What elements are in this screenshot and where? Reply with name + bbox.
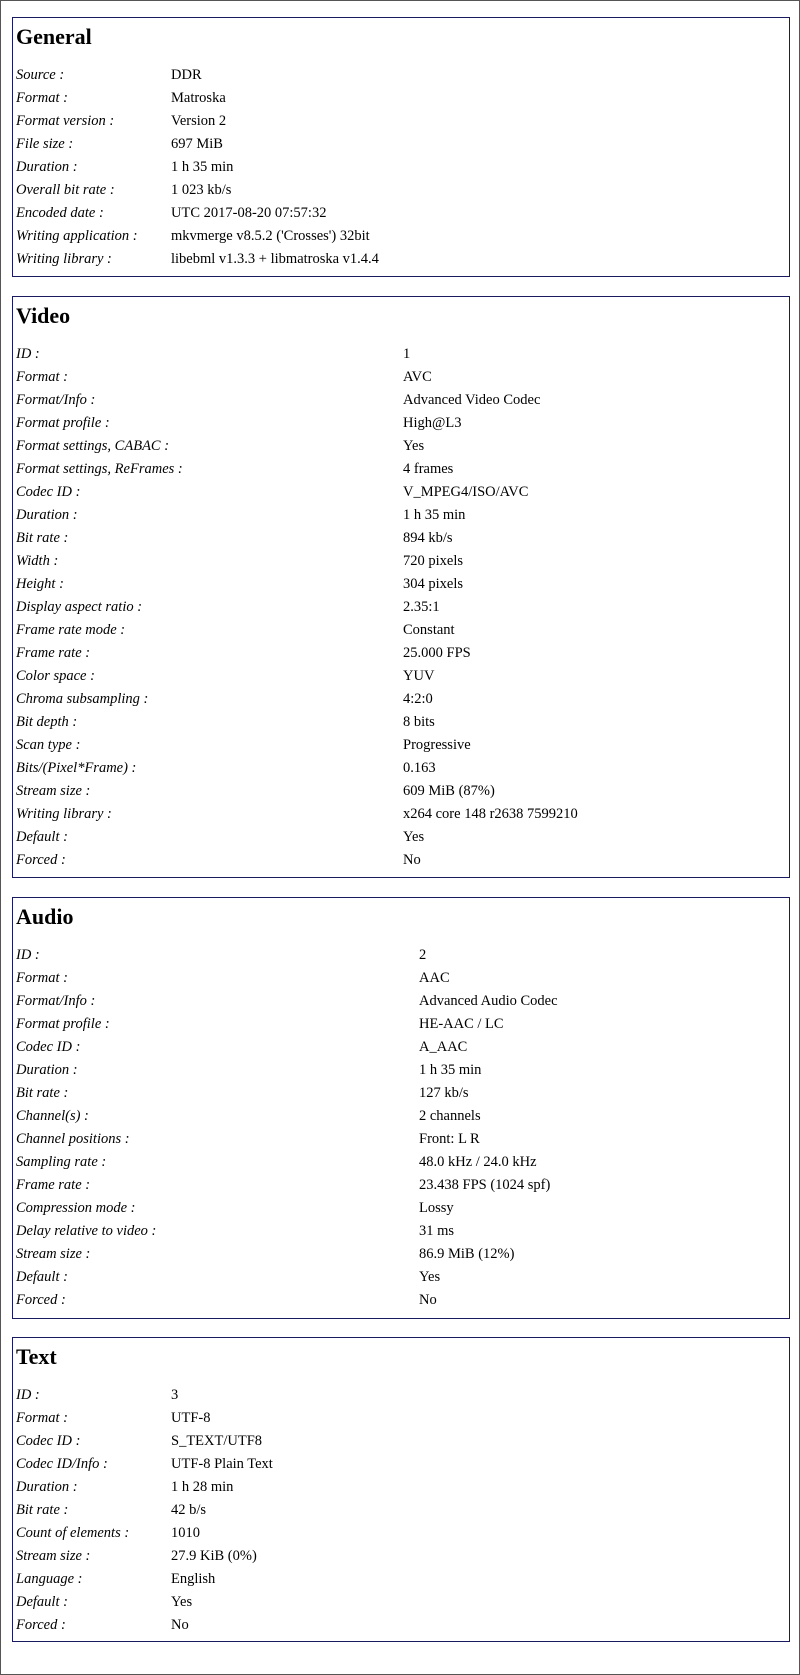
section-title: Video — [16, 303, 71, 328]
field-value: 1 h 28 min — [171, 1479, 234, 1495]
field-label: Codec ID : — [16, 1433, 81, 1449]
field-label: Writing library : — [16, 251, 112, 267]
field-value: Matroska — [171, 90, 226, 106]
info-row — [16, 780, 789, 803]
info-rows — [16, 64, 789, 271]
field-value: Front: L R — [419, 1131, 480, 1147]
field-label: Compression mode : — [16, 1200, 136, 1216]
video-section — [12, 296, 790, 878]
field-label: Forced : — [16, 1617, 66, 1633]
info-row — [16, 803, 789, 826]
field-label: Format : — [16, 970, 68, 986]
info-row — [16, 1499, 789, 1522]
info-row — [16, 481, 789, 504]
info-row — [16, 849, 789, 872]
section-title: Text — [16, 1344, 57, 1369]
field-label: Format version : — [16, 113, 115, 129]
info-row — [16, 1220, 789, 1243]
field-value: A_AAC — [419, 1039, 468, 1055]
info-row — [16, 412, 789, 435]
field-value: 48.0 kHz / 24.0 kHz — [419, 1154, 537, 1170]
field-value: V_MPEG4/ISO/AVC — [403, 484, 529, 500]
field-value: mkvmerge v8.5.2 ('Crosses') 32bit — [171, 228, 370, 244]
field-value: 127 kb/s — [419, 1085, 469, 1101]
field-value: Yes — [419, 1269, 441, 1285]
field-value: AAC — [419, 970, 450, 986]
field-label: Format profile : — [16, 1016, 110, 1032]
info-row — [16, 1174, 789, 1197]
info-row — [16, 202, 789, 225]
info-row — [16, 688, 789, 711]
field-label: Sampling rate : — [16, 1154, 107, 1170]
section-title: General — [16, 24, 92, 49]
info-row — [16, 665, 789, 688]
info-row — [16, 711, 789, 734]
field-label: Format/Info : — [16, 392, 96, 408]
general-section — [12, 17, 790, 277]
info-row — [16, 343, 789, 366]
field-value: Yes — [403, 438, 425, 454]
info-rows — [16, 1384, 789, 1637]
field-label: Duration : — [16, 507, 78, 523]
field-label: Encoded date : — [16, 205, 104, 221]
field-value: 2 channels — [419, 1108, 481, 1124]
field-label: Stream size : — [16, 1246, 91, 1262]
field-label: Stream size : — [16, 783, 91, 799]
field-value: Constant — [403, 622, 455, 638]
field-label: Codec ID/Info : — [16, 1456, 108, 1472]
info-row — [16, 1289, 789, 1312]
info-row — [16, 573, 789, 596]
field-value: 609 MiB (87%) — [403, 783, 495, 799]
info-row — [16, 389, 789, 412]
info-row — [16, 64, 789, 87]
info-row — [16, 1545, 789, 1568]
field-value: x264 core 148 r2638 7599210 — [403, 806, 578, 822]
info-row — [16, 110, 789, 133]
field-value: 23.438 FPS (1024 spf) — [419, 1177, 551, 1193]
field-label: File size : — [16, 136, 74, 152]
field-label: Bit rate : — [16, 1085, 69, 1101]
field-value: 27.9 KiB (0%) — [171, 1548, 257, 1564]
field-value: No — [419, 1292, 437, 1308]
field-label: Chroma subsampling : — [16, 691, 149, 707]
info-row — [16, 1522, 789, 1545]
info-row — [16, 248, 789, 271]
info-row — [16, 1384, 789, 1407]
field-label: ID : — [16, 346, 40, 362]
info-row — [16, 366, 789, 389]
info-row — [16, 435, 789, 458]
field-label: Codec ID : — [16, 1039, 81, 1055]
field-label: Writing application : — [16, 228, 138, 244]
field-label: Height : — [16, 576, 64, 592]
field-value: Advanced Audio Codec — [419, 993, 558, 1009]
field-value: 304 pixels — [403, 576, 464, 592]
field-label: Color space : — [16, 668, 95, 684]
info-row — [16, 1266, 789, 1289]
field-label: Channel(s) : — [16, 1108, 89, 1124]
field-label: Codec ID : — [16, 484, 81, 500]
field-value: AVC — [403, 369, 432, 385]
field-label: Stream size : — [16, 1548, 91, 1564]
info-row — [16, 826, 789, 849]
field-value: Version 2 — [171, 113, 227, 129]
info-row — [16, 1128, 789, 1151]
field-value: 697 MiB — [171, 136, 223, 152]
field-label: Frame rate : — [16, 645, 91, 661]
field-label: Delay relative to video : — [16, 1223, 157, 1239]
info-row — [16, 1568, 789, 1591]
field-value: Yes — [403, 829, 425, 845]
info-row — [16, 1013, 789, 1036]
field-label: ID : — [16, 1387, 40, 1403]
field-value: 4 frames — [403, 461, 454, 477]
section-title: Audio — [16, 904, 74, 929]
info-row — [16, 596, 789, 619]
field-label: Frame rate : — [16, 1177, 91, 1193]
field-label: Bits/(Pixel*Frame) : — [16, 760, 137, 776]
info-row — [16, 1430, 789, 1453]
field-label: Format : — [16, 369, 68, 385]
field-label: Channel positions : — [16, 1131, 130, 1147]
field-value: S_TEXT/UTF8 — [171, 1433, 263, 1449]
field-value: 3 — [171, 1387, 179, 1403]
field-label: Bit depth : — [16, 714, 78, 730]
field-label: Format settings, ReFrames : — [16, 461, 183, 477]
field-value: 720 pixels — [403, 553, 464, 569]
field-value: 2.35:1 — [403, 599, 440, 615]
info-row — [16, 1197, 789, 1220]
field-label: Language : — [16, 1571, 83, 1587]
field-label: Bit rate : — [16, 530, 69, 546]
field-value: No — [403, 852, 421, 868]
info-row — [16, 944, 789, 967]
field-label: Overall bit rate : — [16, 182, 115, 198]
field-label: ID : — [16, 947, 40, 963]
field-value: Lossy — [419, 1200, 454, 1216]
info-row — [16, 1407, 789, 1430]
info-row — [16, 1059, 789, 1082]
field-label: Scan type : — [16, 737, 81, 753]
audio-section — [12, 897, 790, 1319]
field-label: Frame rate mode : — [16, 622, 126, 638]
info-row — [16, 1082, 789, 1105]
field-label: Count of elements : — [16, 1525, 130, 1541]
field-label: Duration : — [16, 1479, 78, 1495]
info-row — [16, 1614, 789, 1637]
field-label: Bit rate : — [16, 1502, 69, 1518]
field-value: HE-AAC / LC — [419, 1016, 504, 1032]
field-value: UTC 2017-08-20 07:57:32 — [171, 205, 327, 221]
field-value: 894 kb/s — [403, 530, 453, 546]
info-row — [16, 550, 789, 573]
info-row — [16, 967, 789, 990]
info-row — [16, 734, 789, 757]
field-label: Duration : — [16, 1062, 78, 1078]
field-label: Format : — [16, 90, 68, 106]
field-value: 1 h 35 min — [403, 507, 466, 523]
field-value: No — [171, 1617, 189, 1633]
field-label: Forced : — [16, 852, 66, 868]
field-label: Width : — [16, 553, 59, 569]
info-row — [16, 133, 789, 156]
info-row — [16, 1591, 789, 1614]
field-value: 1 023 kb/s — [171, 182, 232, 198]
field-value: 0.163 — [403, 760, 436, 776]
info-row — [16, 527, 789, 550]
field-value: 4:2:0 — [403, 691, 433, 707]
info-row — [16, 179, 789, 202]
field-label: Writing library : — [16, 806, 112, 822]
field-label: Default : — [16, 1269, 68, 1285]
field-value: 1 — [403, 346, 411, 362]
field-value: UTF-8 Plain Text — [171, 1456, 273, 1472]
info-row — [16, 87, 789, 110]
field-value: 42 b/s — [171, 1502, 207, 1518]
field-value: 2 — [419, 947, 427, 963]
text-section — [12, 1337, 790, 1642]
field-value: English — [171, 1571, 216, 1587]
field-label: Format/Info : — [16, 993, 96, 1009]
field-label: Format : — [16, 1410, 68, 1426]
info-row — [16, 156, 789, 179]
field-value: UTF-8 — [171, 1410, 211, 1426]
info-row — [16, 1453, 789, 1476]
field-value: 1010 — [171, 1525, 200, 1541]
info-row — [16, 458, 789, 481]
field-value: 1 h 35 min — [171, 159, 234, 175]
field-value: 25.000 FPS — [403, 645, 471, 661]
field-value: Advanced Video Codec — [403, 392, 541, 408]
field-label: Duration : — [16, 159, 78, 175]
field-value: 86.9 MiB (12%) — [419, 1246, 515, 1262]
info-row — [16, 757, 789, 780]
info-row — [16, 619, 789, 642]
info-row — [16, 1151, 789, 1174]
info-row — [16, 225, 789, 248]
info-row — [16, 642, 789, 665]
field-value: DDR — [171, 67, 202, 83]
field-label: Display aspect ratio : — [16, 599, 143, 615]
field-value: 31 ms — [419, 1223, 455, 1239]
info-rows — [16, 944, 789, 1312]
field-value: Progressive — [403, 737, 471, 753]
field-label: Source : — [16, 67, 65, 83]
info-row — [16, 504, 789, 527]
field-value: High@L3 — [403, 415, 462, 431]
field-label: Forced : — [16, 1292, 66, 1308]
field-label: Format settings, CABAC : — [16, 438, 170, 454]
info-row — [16, 1476, 789, 1499]
field-value: libebml v1.3.3 + libmatroska v1.4.4 — [171, 251, 379, 267]
field-value: 8 bits — [403, 714, 435, 730]
field-label: Default : — [16, 1594, 68, 1610]
info-row — [16, 1243, 789, 1266]
info-row — [16, 1105, 789, 1128]
field-value: Yes — [171, 1594, 193, 1610]
field-label: Format profile : — [16, 415, 110, 431]
field-label: Default : — [16, 829, 68, 845]
field-value: 1 h 35 min — [419, 1062, 482, 1078]
info-rows — [16, 343, 789, 872]
field-value: YUV — [403, 668, 435, 684]
info-row — [16, 990, 789, 1013]
info-row — [16, 1036, 789, 1059]
